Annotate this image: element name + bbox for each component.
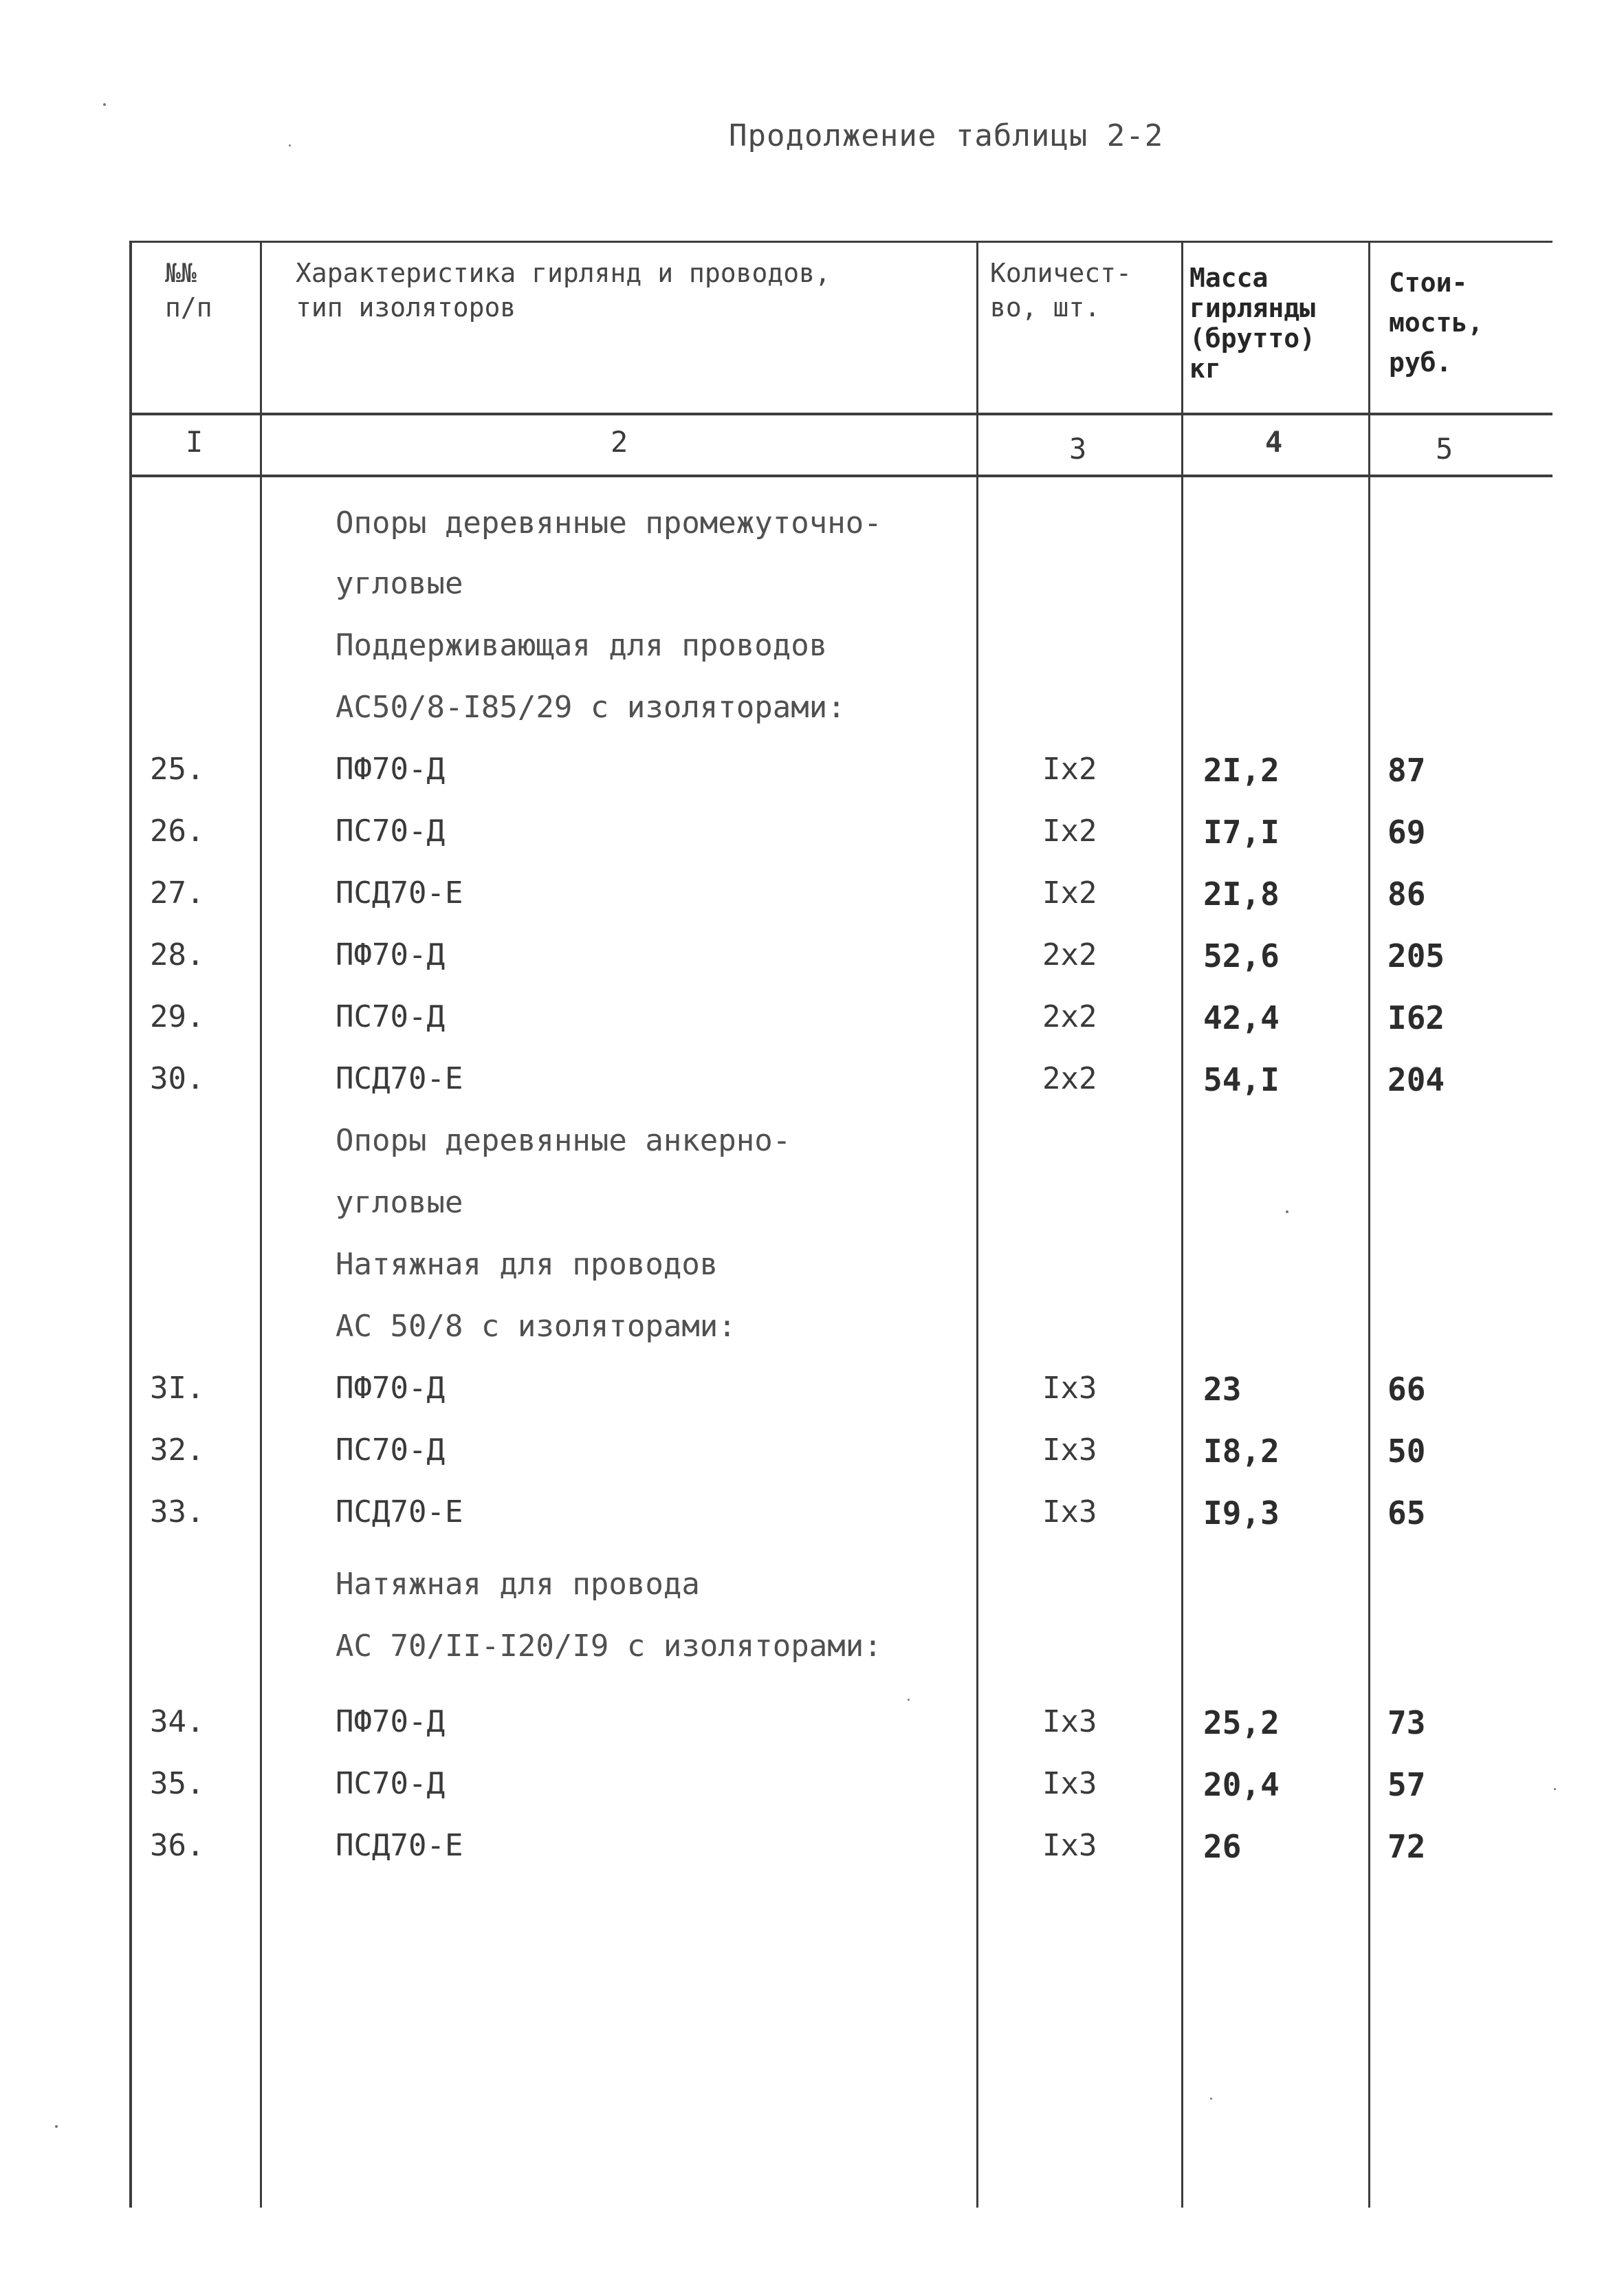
table-row bbox=[0, 875, 1624, 937]
table-section-heading bbox=[0, 1247, 1624, 1309]
row-description-cell: Натяжная для провода bbox=[336, 1567, 700, 1602]
table-top-rule bbox=[129, 241, 1552, 243]
column-number-rule bbox=[129, 475, 1552, 477]
row-description-cell: ПФ70-Д bbox=[336, 937, 445, 972]
scan-speck bbox=[289, 144, 291, 146]
table-row bbox=[0, 752, 1624, 814]
row-number-cell: 3I. bbox=[150, 1371, 205, 1406]
column-number-4: 4 bbox=[1265, 425, 1283, 459]
row-cost-cell: I62 bbox=[1387, 999, 1445, 1036]
table-section-heading bbox=[0, 505, 1624, 567]
header-characteristics: Характеристика гирлянд и проводов, тип изоляторов bbox=[296, 258, 831, 323]
row-description-cell: угловые bbox=[336, 1185, 463, 1220]
row-quantity-cell: 2х2 bbox=[1042, 1061, 1097, 1096]
row-description-cell: АС 50/8 с изоляторами: bbox=[336, 1309, 736, 1344]
header-quantity: Количест- во, шт. bbox=[990, 258, 1132, 323]
row-description-cell: ПФ70-Д bbox=[336, 1704, 445, 1739]
row-quantity-cell: Iх2 bbox=[1042, 752, 1097, 787]
row-cost-cell: 72 bbox=[1387, 1828, 1426, 1865]
row-description-cell: Опоры деревянные промежуточно- bbox=[336, 505, 882, 541]
row-mass-cell: 20,4 bbox=[1203, 1766, 1280, 1803]
row-cost-cell: 50 bbox=[1387, 1433, 1426, 1470]
row-quantity-cell: Iх2 bbox=[1042, 875, 1097, 911]
row-number-cell: 36. bbox=[150, 1828, 205, 1863]
row-number-cell: 27. bbox=[150, 875, 205, 911]
table-row bbox=[0, 1494, 1624, 1556]
table-row bbox=[0, 937, 1624, 999]
row-quantity-cell: Iх3 bbox=[1042, 1828, 1097, 1863]
table-row bbox=[0, 1371, 1624, 1433]
row-description-cell: АС 70/II-I20/I9 с изоляторами: bbox=[336, 1629, 882, 1664]
scan-speck bbox=[55, 2125, 58, 2128]
row-cost-cell: 204 bbox=[1387, 1061, 1445, 1098]
column-number-1: I bbox=[186, 425, 204, 459]
row-mass-cell: I9,3 bbox=[1203, 1494, 1280, 1532]
table-row bbox=[0, 814, 1624, 875]
row-quantity-cell: Iх3 bbox=[1042, 1704, 1097, 1739]
row-cost-cell: 66 bbox=[1387, 1371, 1426, 1408]
table-section-heading bbox=[0, 1567, 1624, 1629]
row-description-cell: ПСД70-Е bbox=[336, 875, 463, 911]
row-description-cell: Поддерживающая для проводов bbox=[336, 628, 828, 663]
row-mass-cell: 2I,8 bbox=[1203, 875, 1280, 913]
row-mass-cell: 26 bbox=[1203, 1828, 1242, 1865]
row-cost-cell: 65 bbox=[1387, 1494, 1426, 1532]
row-mass-cell: 42,4 bbox=[1203, 999, 1280, 1036]
table-row bbox=[0, 999, 1624, 1061]
table-row bbox=[0, 1766, 1624, 1828]
table-section-heading bbox=[0, 1629, 1624, 1690]
row-number-cell: 34. bbox=[150, 1704, 205, 1739]
row-description-cell: АС50/8-I85/29 с изоляторами: bbox=[336, 690, 846, 725]
row-number-cell: 33. bbox=[150, 1494, 205, 1530]
row-quantity-cell: 2х2 bbox=[1042, 999, 1097, 1034]
header-number: №№ п/п bbox=[165, 258, 212, 323]
row-number-cell: 29. bbox=[150, 999, 205, 1034]
row-mass-cell: 2I,2 bbox=[1203, 752, 1280, 789]
row-quantity-cell: Iх3 bbox=[1042, 1494, 1097, 1530]
header-cost: Стои- мость, руб. bbox=[1389, 268, 1484, 378]
table-section-heading bbox=[0, 690, 1624, 752]
row-cost-cell: 205 bbox=[1387, 937, 1445, 975]
row-cost-cell: 69 bbox=[1387, 814, 1426, 851]
table-section-heading bbox=[0, 1123, 1624, 1185]
table-section-heading bbox=[0, 628, 1624, 690]
row-description-cell: угловые bbox=[336, 566, 463, 601]
row-description-cell: ПС70-Д bbox=[336, 1433, 445, 1468]
row-mass-cell: I8,2 bbox=[1203, 1433, 1280, 1470]
row-quantity-cell: Iх3 bbox=[1042, 1371, 1097, 1406]
row-cost-cell: 87 bbox=[1387, 752, 1426, 789]
row-number-cell: 26. bbox=[150, 814, 205, 849]
column-number-5: 5 bbox=[1436, 432, 1453, 466]
header-bottom-rule bbox=[129, 413, 1552, 415]
row-cost-cell: 73 bbox=[1387, 1704, 1426, 1741]
row-number-cell: 30. bbox=[150, 1061, 205, 1096]
row-quantity-cell: Iх2 bbox=[1042, 814, 1097, 849]
row-description-cell: ПС70-Д bbox=[336, 1766, 445, 1801]
row-number-cell: 32. bbox=[150, 1433, 205, 1468]
row-description-cell: ПС70-Д bbox=[336, 814, 445, 849]
scan-speck bbox=[908, 1699, 910, 1701]
row-cost-cell: 57 bbox=[1387, 1766, 1426, 1803]
row-description-cell: Опоры деревянные анкерно- bbox=[336, 1123, 791, 1158]
scan-speck bbox=[1210, 2098, 1212, 2100]
column-number-2: 2 bbox=[611, 425, 628, 459]
row-mass-cell: 25,2 bbox=[1203, 1704, 1280, 1741]
scan-speck bbox=[103, 103, 106, 106]
row-description-cell: ПСД70-Е bbox=[336, 1061, 463, 1096]
header-mass: Масса гирлянды (брутто) кг bbox=[1189, 263, 1316, 384]
scan-speck bbox=[1286, 1210, 1288, 1213]
table-row bbox=[0, 1704, 1624, 1766]
table-row bbox=[0, 1433, 1624, 1494]
column-number-3: 3 bbox=[1069, 432, 1087, 466]
row-number-cell: 25. bbox=[150, 752, 205, 787]
row-number-cell: 28. bbox=[150, 937, 205, 972]
table-row bbox=[0, 1061, 1624, 1123]
table-row bbox=[0, 1828, 1624, 1890]
row-mass-cell: 23 bbox=[1203, 1371, 1242, 1408]
row-number-cell: 35. bbox=[150, 1766, 205, 1801]
table-section-heading bbox=[0, 566, 1624, 628]
row-description-cell: ПФ70-Д bbox=[336, 1371, 445, 1406]
table-section-heading bbox=[0, 1185, 1624, 1247]
row-quantity-cell: Iх3 bbox=[1042, 1766, 1097, 1801]
row-description-cell: ПСД70-Е bbox=[336, 1494, 463, 1530]
row-description-cell: ПСД70-Е bbox=[336, 1828, 463, 1863]
row-description-cell: ПС70-Д bbox=[336, 999, 445, 1034]
table-section-heading bbox=[0, 1309, 1624, 1371]
row-mass-cell: 52,6 bbox=[1203, 937, 1280, 975]
table-caption: Продолжение таблицы 2-2 bbox=[729, 118, 1164, 153]
row-description-cell: ПФ70-Д bbox=[336, 752, 445, 787]
row-mass-cell: I7,I bbox=[1203, 814, 1280, 851]
row-description-cell: Натяжная для проводов bbox=[336, 1247, 718, 1282]
row-quantity-cell: Iх3 bbox=[1042, 1433, 1097, 1468]
row-mass-cell: 54,I bbox=[1203, 1061, 1280, 1098]
row-quantity-cell: 2х2 bbox=[1042, 937, 1097, 972]
scan-speck bbox=[1554, 1788, 1556, 1790]
row-cost-cell: 86 bbox=[1387, 875, 1426, 913]
